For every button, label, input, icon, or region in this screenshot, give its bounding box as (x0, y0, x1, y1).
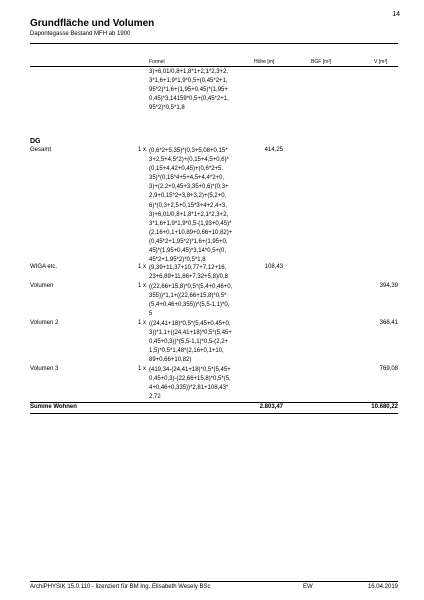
row-formula: (0,6*2+5,35)*(0,3+5,08+0,15* 3+2,5+4,5*2)+(0,15+4,5+0,6)* (0,15+4,42+0,45)+(0,6*2+5, 35)*(0,15*4+5+4,5+4,4*2+0, 3)+(2,2+0,45+3,35+0,6)*(0,3+ 2,9+0,15*2+3,8+3,2)+(5,2+0, 6)*(0,3+2,5+0,15*3+4+2,4+3, 3)+6,01/0,8+1,8*1+2,1*2,3+2, 3*1,6+1,9*1,9*0,5-(1,93+0,45)* (2,16+0,1+10,89+0,66+10,82)+ (0,45*2+1,95*2)*1,6+(1,95+0, 45)*(1,95+0,45)*3,14*0,5+(0, 45*2+1,95*2)*0,5*1,8 (149, 148, 233, 264)
column-header-rule (30, 66, 398, 67)
column-header-formel: Formel (149, 59, 165, 65)
section-heading: DG (30, 138, 41, 145)
footer-rule (30, 581, 398, 582)
row-volume: 394,39 (379, 283, 398, 289)
page-number: 14 (392, 11, 400, 18)
footer-software: ArchiPHYSIK 15.0.110 - lizenziert für BM Ing. Elisabeth Wesely BSc (30, 584, 211, 590)
row-quantity: 1 x (138, 320, 147, 326)
continuation-formula: 3)+6,01/0,8+1,8*1+2,1*2,3+2, 3*1,6+1,9*1,9*0,5+(0,45*2+1, 95*2)*1,6+(1,95+0,45)*(1,95+ 0,45)*3,14159*0,5+(0,45*2+1, 95*2)*0,5*1,8 (149, 69, 229, 112)
footer-initials: EW (303, 584, 313, 590)
row-bgf: 414,25 (264, 147, 283, 153)
row-formula: ((24,41+18)*0,5*(5,45+0,45+0, 3))*1,1+((24,41+18)*0,5*(5,45+ 0,45+0,3))*(5,5-1,1)*0,5-(2,2+ 1,5)*0,5*1,48*(2,16+0,1+10, 89+0,66+10,82) (149, 321, 232, 364)
footer-date: 16.04.2019 (367, 584, 398, 590)
row-label: Volumen 2 (30, 320, 59, 326)
row-label: Volumen (30, 283, 54, 289)
row-bgf: 108,43 (264, 264, 283, 270)
row-formula: (9,39+11,37+10,77+7,12+16, 23+6,89+11,86+7,32+5,8)/0,8 (149, 265, 228, 281)
page-title: Grundfläche und Volumen (30, 18, 155, 29)
row-formula: (419,34-(24,41+18)*0,5*(5,45+ 0,45+0,3)-(22,66+15,8)*0,5*(5, 4+0,46+0,335))*2,81+108,43* 2,72 (149, 367, 231, 401)
summary-label: Summe Wohnen (30, 404, 77, 410)
row-label: WIGA etc. (30, 264, 58, 270)
row-formula: ((22,66+15,8)*0,5*(5,4+0,46+0, 355))*1,1+((22,66+15,8)*0,5* (5,4+0,46+0,355))*(5,5-1,1)*0, 5 (149, 284, 233, 318)
row-quantity: 1 x (138, 147, 147, 153)
summary-bgf: 2.803,47 (259, 404, 283, 410)
row-quantity: 1 x (138, 366, 147, 372)
summary-bottom-rule (30, 413, 398, 414)
summary-top-rule (30, 402, 398, 403)
column-header-hoehe: Höhe [m] (254, 59, 275, 65)
row-volume: 769,08 (379, 366, 398, 372)
row-quantity: 1 x (138, 264, 147, 270)
column-header-volumen: V [m³] (374, 59, 388, 65)
row-volume: 366,41 (379, 320, 398, 326)
header-top-rule (30, 43, 398, 44)
column-header-bgf: BGF [m²] (311, 59, 332, 65)
row-quantity: 1 x (138, 283, 147, 289)
page-subtitle: Dapontegasse Bestand MFH ab 1900 (30, 31, 131, 37)
row-label: Gesamt (30, 147, 52, 153)
summary-volume: 10.680,22 (371, 404, 398, 410)
row-label: Volumen 3 (30, 366, 59, 372)
